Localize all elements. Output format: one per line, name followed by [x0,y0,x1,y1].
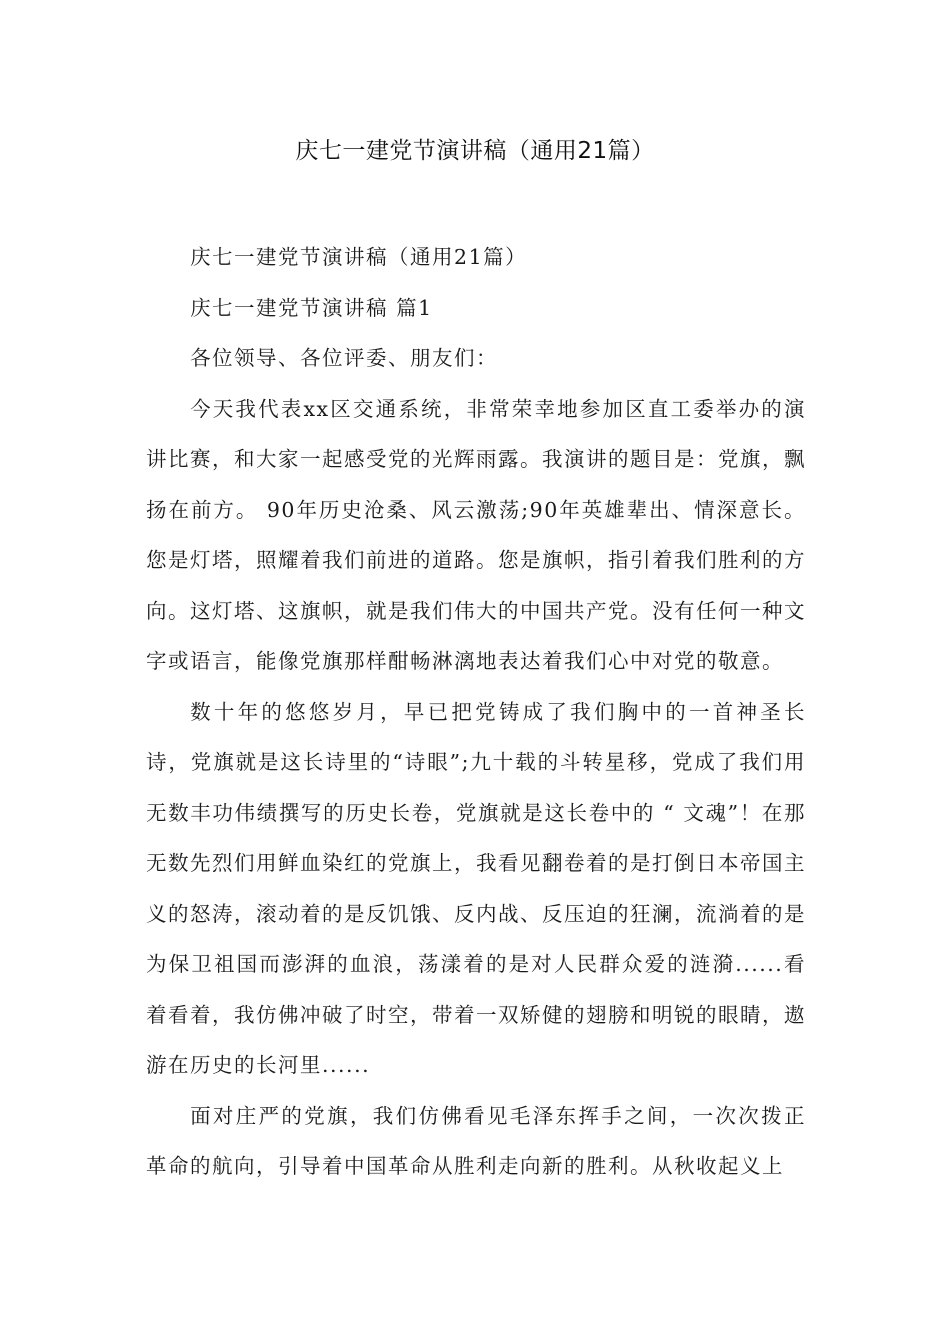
paragraph-body: 面对庄严的党旗，我们仿佛看见毛泽东挥手之间，一次次拨正革命的航向，引导着中国革命从胜利走向新的胜利。从秋收起义上 [146,1103,806,1178]
paragraph-section-heading: 庆七一建党节演讲稿 篇1 [190,295,433,320]
document-body [146,232,806,1192]
paragraph-body: 今天我代表xx区交通系统，非常荣幸地参加区直工委举办的演讲比赛，和大家一起感受党的光辉雨露。我演讲的题目是：党旗，飘扬在前方。 90年历史沧桑、风云激荡;90年英雄辈出、情深意长。您是灯塔，照耀着我们前进的道路。您是旗帜，指引着我们胜利的方向。这灯塔、这旗帜，就是我们伟大的中国共产党。没有任何一种文字或语言，能像党旗那样酣畅淋漓地表达着我们心中对党的敬意。 [146,396,806,673]
paragraph-body: 数十年的悠悠岁月，早已把党铸成了我们胸中的一首神圣长诗，党旗就是这长诗里的“诗眼”;九十载的斗转星移，党成了我们用无数丰功伟绩撰写的历史长卷，党旗就是这长卷中的 “ 文魂”！在那无数先烈们用鲜血染红的党旗上，我看见翻卷着的是打倒日本帝国主义的怒涛，滚动着的是反饥饿、反内战、反压迫的狂澜，流淌着的是为保卫祖国而澎湃的血浪，荡漾着的是对人民群众爱的涟漪......看着看着，我仿佛冲破了时空，带着一双矫健的翅膀和明锐的眼睛，遨游在历史的长河里...... [146,699,806,1077]
paragraph-salutation: 各位领导、各位评委、朋友们： [190,346,499,370]
paragraph-subtitle: 庆七一建党节演讲稿（通用21篇） [190,245,528,269]
document-title: 庆七一建党节演讲稿（通用21篇） [295,138,655,164]
